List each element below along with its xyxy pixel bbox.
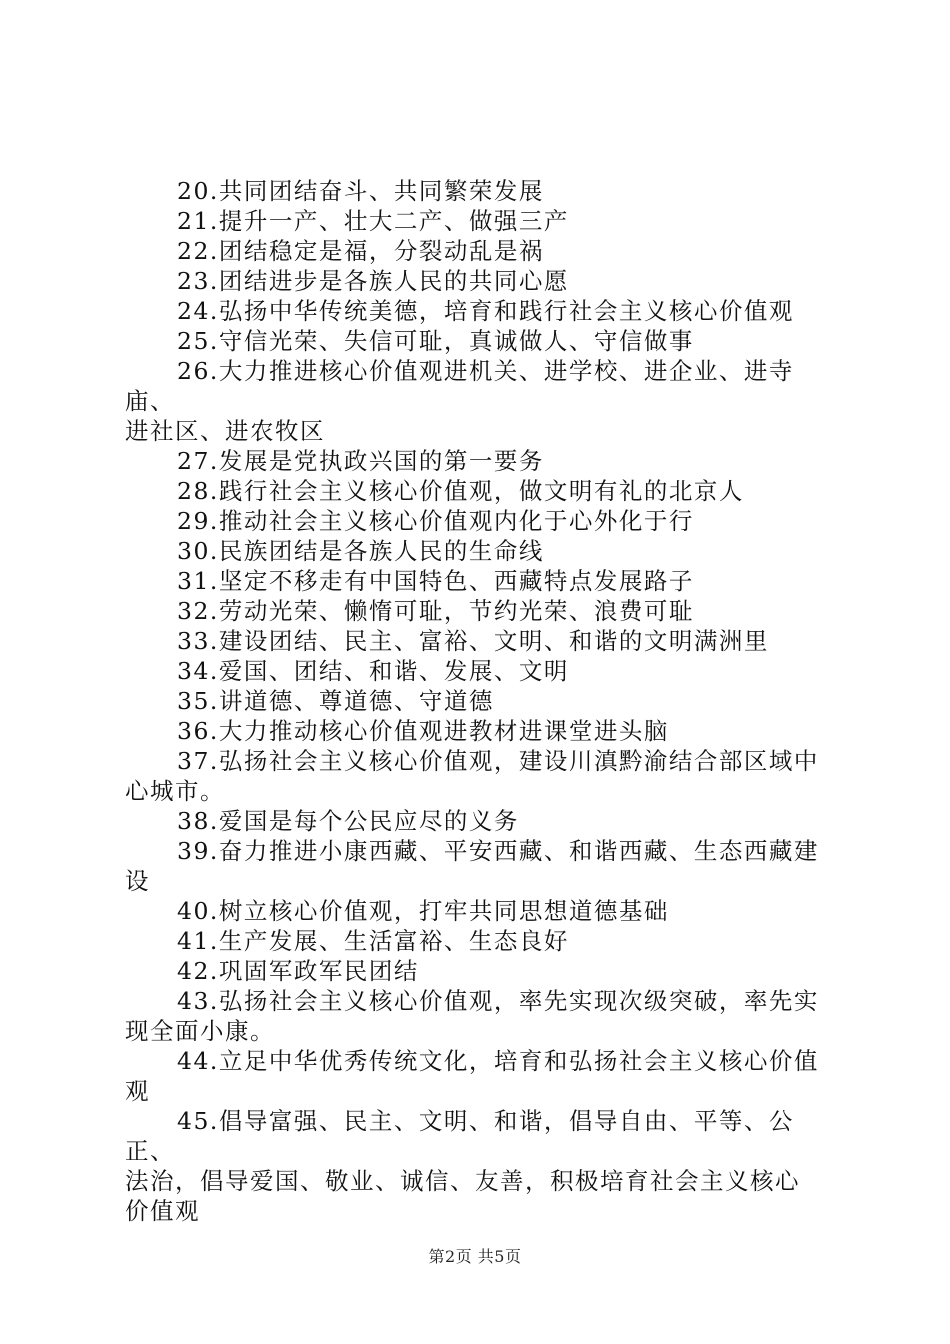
list-item-text: 29.推动社会主义核心价值观内化于心外化于行: [177, 507, 694, 535]
list-item-continuation: 法治，倡导爱国、敬业、诚信、友善，积极培育社会主义核心: [125, 1167, 800, 1195]
list-item-text: 30.民族团结是各族人民的生命线: [177, 537, 544, 565]
list-item-text: 40.树立核心价值观，打牢共同思想道德基础: [177, 897, 669, 925]
list-item-continuation: 进社区、进农牧区: [125, 417, 325, 445]
list-item-text: 38.爱国是每个公民应尽的义务: [177, 807, 519, 835]
list-item-text: 43.弘扬社会主义核心价值观，率先实现次级突破，率先实: [177, 987, 819, 1015]
list-item: [125, 896, 835, 926]
list-item-text: 24.弘扬中华传统美德，培育和践行社会主义核心价值观: [177, 297, 794, 325]
list-item-text: 33.建设团结、民主、富裕、文明、和谐的文明满洲里: [177, 627, 769, 655]
document-body: [0, 176, 950, 1226]
list-item: [125, 596, 835, 626]
list-item-text: 44.立足中华优秀传统文化，培育和弘扬社会主义核心价值: [177, 1047, 819, 1075]
list-item-text: 42.巩固军政军民团结: [177, 957, 419, 985]
list-item-continuation: 观: [125, 1077, 150, 1105]
page-footer: 第2页 共5页: [428, 1247, 522, 1266]
list-item: [125, 746, 835, 806]
list-item-text: 27.发展是党执政兴国的第一要务: [177, 447, 544, 475]
list-item-continuation: 价值观: [125, 1197, 200, 1225]
list-item: [125, 716, 835, 746]
list-item-text: 45.倡导富强、民主、文明、和谐，倡导自由、平等、公正、: [125, 1107, 794, 1165]
list-item-text: 31.坚定不移走有中国特色、西藏特点发展路子: [177, 567, 694, 595]
list-item: [125, 236, 835, 266]
list-item-continuation: 现全面小康。: [125, 1017, 275, 1045]
list-item-text: 39.奋力推进小康西藏、平安西藏、和谐西藏、生态西藏建: [177, 837, 819, 865]
list-item-text: 37.弘扬社会主义核心价值观，建设川滇黔渝结合部区域中: [177, 747, 819, 775]
list-item: [125, 176, 835, 206]
list-item: [125, 956, 835, 986]
list-item-text: 20.共同团结奋斗、共同繁荣发展: [177, 177, 544, 205]
list-item: [125, 626, 835, 656]
list-item: [125, 506, 835, 536]
list-item: [125, 356, 835, 446]
list-item: [125, 686, 835, 716]
list-item-text: 35.讲道德、尊道德、守道德: [177, 687, 494, 715]
list-item: [125, 566, 835, 596]
list-item-text: 36.大力推动核心价值观进教材进课堂进头脑: [177, 717, 669, 745]
list-item-text: 34.爱国、团结、和谐、发展、文明: [177, 657, 569, 685]
list-item: [125, 1106, 835, 1226]
list-item: [125, 536, 835, 566]
list-item-text: 25.守信光荣、失信可耻，真诚做人、守信做事: [177, 327, 694, 355]
list-item-continuation: 设: [125, 867, 150, 895]
list-item: [125, 296, 835, 326]
list-item-text: 23.团结进步是各族人民的共同心愿: [177, 267, 569, 295]
list-item-text: 22.团结稳定是福，分裂动乱是祸: [177, 237, 544, 265]
list-item-text: 21.提升一产、壮大二产、做强三产: [177, 207, 569, 235]
list-item: [125, 446, 835, 476]
list-item: [125, 1046, 835, 1106]
list-item: [125, 476, 835, 506]
list-item-text: 26.大力推进核心价值观进机关、进学校、进企业、进寺庙、: [125, 357, 794, 415]
list-item: [125, 656, 835, 686]
list-item: [125, 206, 835, 236]
list-item-text: 41.生产发展、生活富裕、生态良好: [177, 927, 569, 955]
list-item-text: 28.践行社会主义核心价值观，做文明有礼的北京人: [177, 477, 744, 505]
list-item: [125, 836, 835, 896]
list-item: [125, 266, 835, 296]
list-item: [125, 926, 835, 956]
list-item: [125, 986, 835, 1046]
list-item: [125, 326, 835, 356]
list-item-text: 32.劳动光荣、懒惰可耻，节约光荣、浪费可耻: [177, 597, 694, 625]
list-item-continuation: 心城市。: [125, 777, 225, 805]
list-item: [125, 806, 835, 836]
